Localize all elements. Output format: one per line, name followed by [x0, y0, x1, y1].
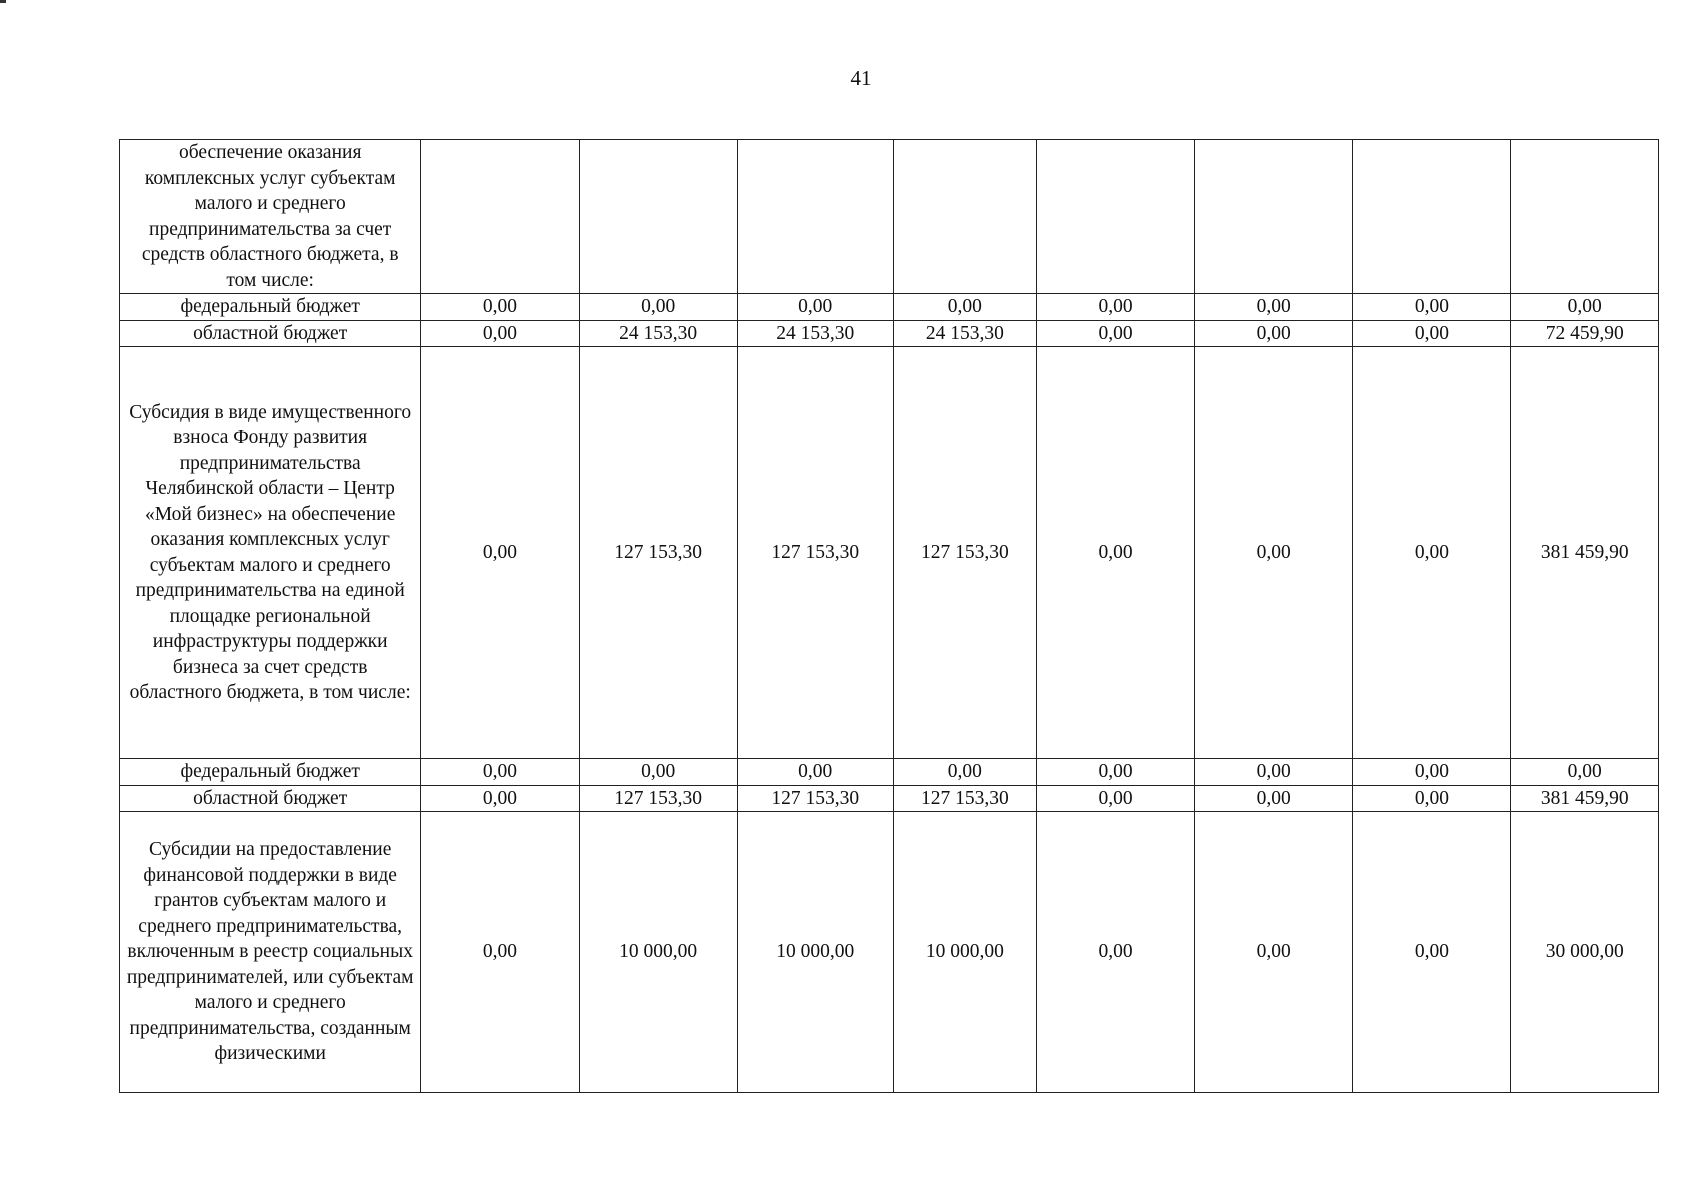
- table-cell: 0,00: [1195, 294, 1353, 321]
- table-cell: 0,00: [1036, 294, 1194, 321]
- table-cell: 0,00: [1195, 812, 1353, 1093]
- table-cell: 0,00: [1353, 785, 1511, 812]
- table-cell: 127 153,30: [737, 347, 893, 759]
- scan-corner-mark: [0, 0, 6, 3]
- table-cell: 0,00: [421, 785, 579, 812]
- table-cell: 0,00: [1036, 812, 1194, 1093]
- table-cell: 0,00: [421, 759, 579, 786]
- budget-table: [119, 139, 1659, 1093]
- table-cell: 0,00: [1195, 320, 1353, 347]
- row-label: федеральный бюджет: [120, 759, 421, 786]
- table-cell: 0,00: [1195, 759, 1353, 786]
- table-cell: 0,00: [1036, 759, 1194, 786]
- table-cell: 10 000,00: [737, 812, 893, 1093]
- table-cell: 0,00: [1353, 812, 1511, 1093]
- table-row: [120, 785, 1659, 812]
- table-cell: 381 459,90: [1511, 785, 1659, 812]
- table-cell: 0,00: [421, 320, 579, 347]
- table-cell: 0,00: [1036, 320, 1194, 347]
- table-row: [120, 320, 1659, 347]
- page-number: 41: [850, 66, 872, 90]
- table-cell: 0,00: [1036, 347, 1194, 759]
- table-cell: 0,00: [421, 812, 579, 1093]
- table-cell: 0,00: [737, 294, 893, 321]
- row-label: федеральный бюджет: [120, 294, 421, 321]
- table-cell: 127 153,30: [893, 785, 1036, 812]
- table-row: [120, 812, 1659, 1093]
- row-label: областной бюджет: [120, 320, 421, 347]
- table-cell: [1511, 140, 1659, 294]
- table-row: [120, 294, 1659, 321]
- table-row: [120, 140, 1659, 294]
- table-cell: [1353, 140, 1511, 294]
- table-cell: 127 153,30: [579, 785, 737, 812]
- table-cell: 0,00: [1353, 320, 1511, 347]
- table-cell: [579, 140, 737, 294]
- table-cell: 24 153,30: [737, 320, 893, 347]
- row-label: Субсидия в виде имущественного взноса Фонду развития предпринимательства Челябинской области – Центр «Мой бизнес» на обеспечение оказания комплексных услуг субъектам малого и среднего предпринимательства на единой площадке региональной инфраструктуры поддержки бизнеса за счет средств областного бюджета, в том числе:: [120, 347, 421, 759]
- table-cell: 0,00: [893, 294, 1036, 321]
- row-label: областной бюджет: [120, 785, 421, 812]
- table-cell: [421, 140, 579, 294]
- table-cell: [893, 140, 1036, 294]
- table-cell: 127 153,30: [737, 785, 893, 812]
- row-label: Субсидии на предоставление финансовой поддержки в виде грантов субъектам малого и среднего предпринимательства, включенным в реестр социальных предпринимателей, или субъектам малого и среднего предпринимательства, созданным физическими: [120, 812, 421, 1093]
- table-cell: 10 000,00: [893, 812, 1036, 1093]
- table-cell: 0,00: [1353, 347, 1511, 759]
- table-cell: 0,00: [579, 759, 737, 786]
- table-row: [120, 759, 1659, 786]
- table-cell: 0,00: [1511, 294, 1659, 321]
- table-cell: [1036, 140, 1194, 294]
- table-cell: 0,00: [1511, 759, 1659, 786]
- row-label: обеспечение оказания комплексных услуг субъектам малого и среднего предпринимательства за счет средств областного бюджета, в том числе:: [120, 140, 421, 294]
- table-cell: 0,00: [421, 347, 579, 759]
- table-cell: 0,00: [1195, 347, 1353, 759]
- table-cell: 127 153,30: [893, 347, 1036, 759]
- table-cell: [737, 140, 893, 294]
- table-cell: 0,00: [421, 294, 579, 321]
- table-cell: 24 153,30: [579, 320, 737, 347]
- table-cell: 10 000,00: [579, 812, 737, 1093]
- table-cell: 0,00: [1036, 785, 1194, 812]
- table-cell: 0,00: [579, 294, 737, 321]
- table-cell: 72 459,90: [1511, 320, 1659, 347]
- table-cell: [1195, 140, 1353, 294]
- table-cell: 0,00: [1195, 785, 1353, 812]
- table-cell: 0,00: [1353, 294, 1511, 321]
- table-cell: 381 459,90: [1511, 347, 1659, 759]
- table-cell: 24 153,30: [893, 320, 1036, 347]
- table-cell: 30 000,00: [1511, 812, 1659, 1093]
- table-cell: 0,00: [737, 759, 893, 786]
- table-cell: 0,00: [1353, 759, 1511, 786]
- table-cell: 127 153,30: [579, 347, 737, 759]
- table-row: [120, 347, 1659, 759]
- table-cell: 0,00: [893, 759, 1036, 786]
